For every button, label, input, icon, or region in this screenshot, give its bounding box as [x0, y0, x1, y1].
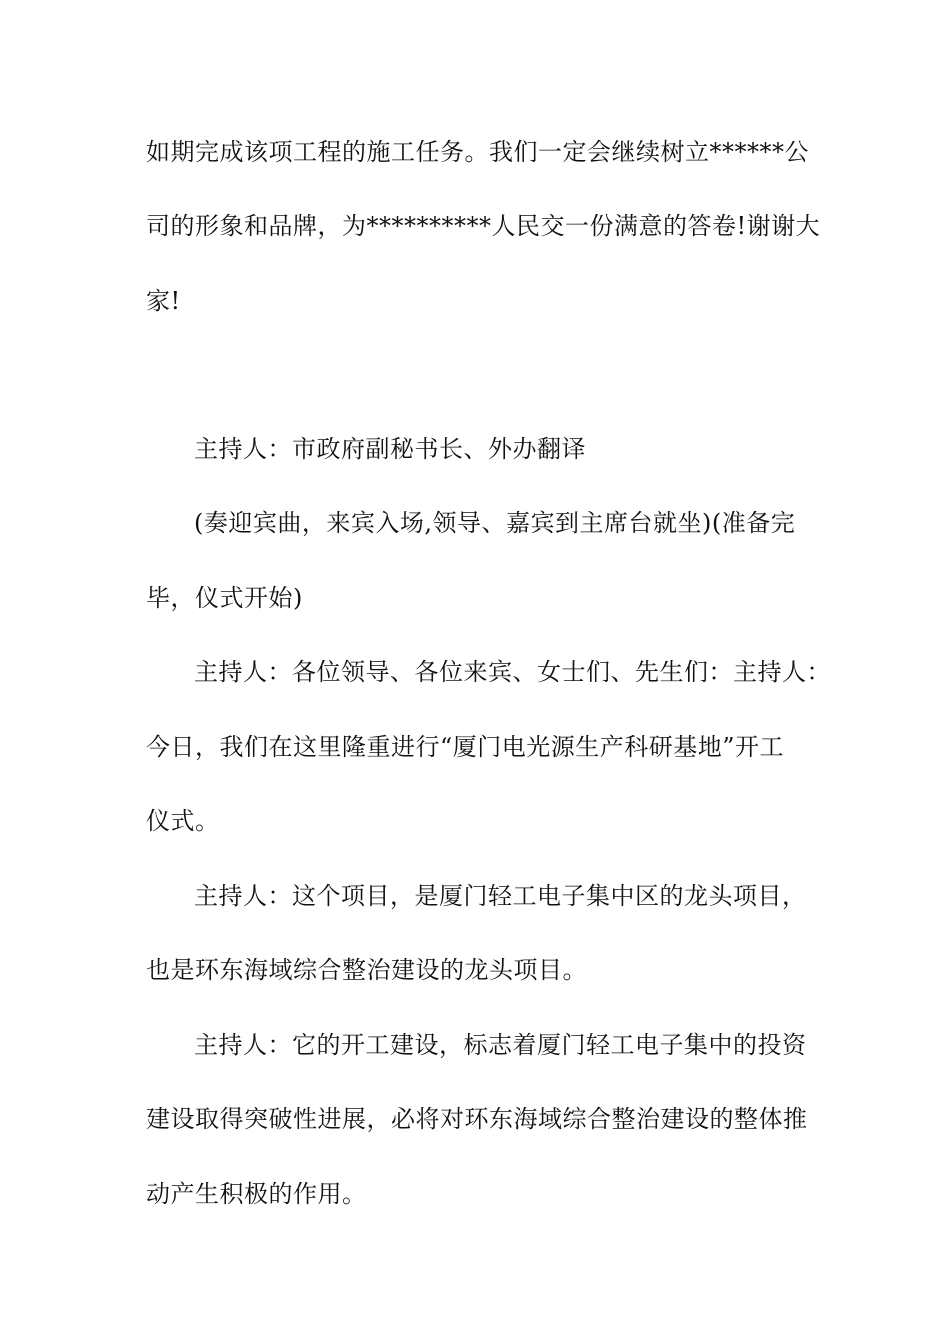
text-line: 如期完成该项工程的施工任务。我们一定会继续树立******公	[146, 138, 809, 166]
text-line: 毕，仪式开始)	[146, 584, 303, 612]
text-line: 今日，我们在这里隆重进行“厦门电光源生产科研基地”开工	[146, 733, 785, 761]
text-line: 仪式。	[146, 807, 220, 835]
text-line: 司的形象和品牌，为**********人民交一份满意的答卷!谢谢大	[146, 212, 821, 240]
paragraph-first-line: 主持人：市政府副秘书长、外办翻译	[194, 435, 586, 463]
text-line: 动产生积极的作用。	[146, 1180, 367, 1208]
paragraph-first-line: 主持人：它的开工建设，标志着厦门轻工电子集中的投资	[194, 1031, 807, 1059]
text-line: 家!	[146, 287, 181, 315]
paragraph-first-line: 主持人：这个项目，是厦门轻工电子集中区的龙头项目，	[194, 882, 807, 910]
text-line: 建设取得突破性进展，必将对环东海域综合整治建设的整体推	[146, 1105, 808, 1133]
paragraph-first-line: 主持人：各位领导、各位来宾、女士们、先生们：主持人：	[194, 658, 831, 686]
paragraph-first-line: (奏迎宾曲，来宾入场,领导、嘉宾到主席台就坐)(准备完	[194, 509, 796, 537]
text-line: 也是环东海域综合整治建设的龙头项目。	[146, 956, 587, 984]
